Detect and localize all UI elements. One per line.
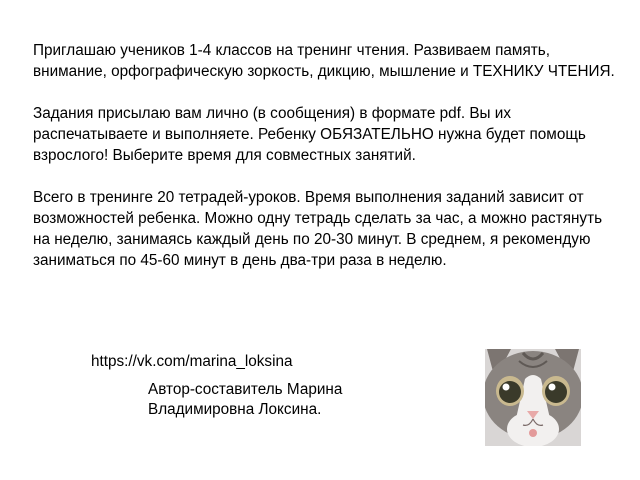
author-line-1: Автор-составитель Марина [148,381,343,398]
cat-photo [485,349,581,446]
vk-profile-link[interactable]: https://vk.com/marina_loksina [91,353,293,370]
paragraph-intro: Приглашаю учеников 1-4 классов на тренинг чтения. Развиваем память, внимание, орфографическую зоркость, дикцию, мышление и ТЕХНИКУ ЧТЕНИЯ. [33,42,615,80]
paragraph-tasks: Задания присылаю вам лично (в сообщения) в формате pdf. Вы их распечатываете и выполняете. Ребенку ОБЯЗАТЕЛЬНО нужна будет помощь взрослого! Выберите время для совместных занятий. [33,105,586,164]
author-line-2: Владимировна Локсина. [148,401,322,418]
author-credit [148,380,388,420]
paragraph-training: Всего в тренинге 20 тетрадей-уроков. Время выполнения заданий зависит от возможностей ребенка. Можно одну тетрадь сделать за час, а можно растянуть на неделю, занимаясь каждый день по 20-30 минут. В среднем, я рекомендую заниматься по 45-60 минут в день два-три раза в неделю. [33,189,603,269]
cat-face-icon [485,349,581,446]
text-content [33,40,618,292]
